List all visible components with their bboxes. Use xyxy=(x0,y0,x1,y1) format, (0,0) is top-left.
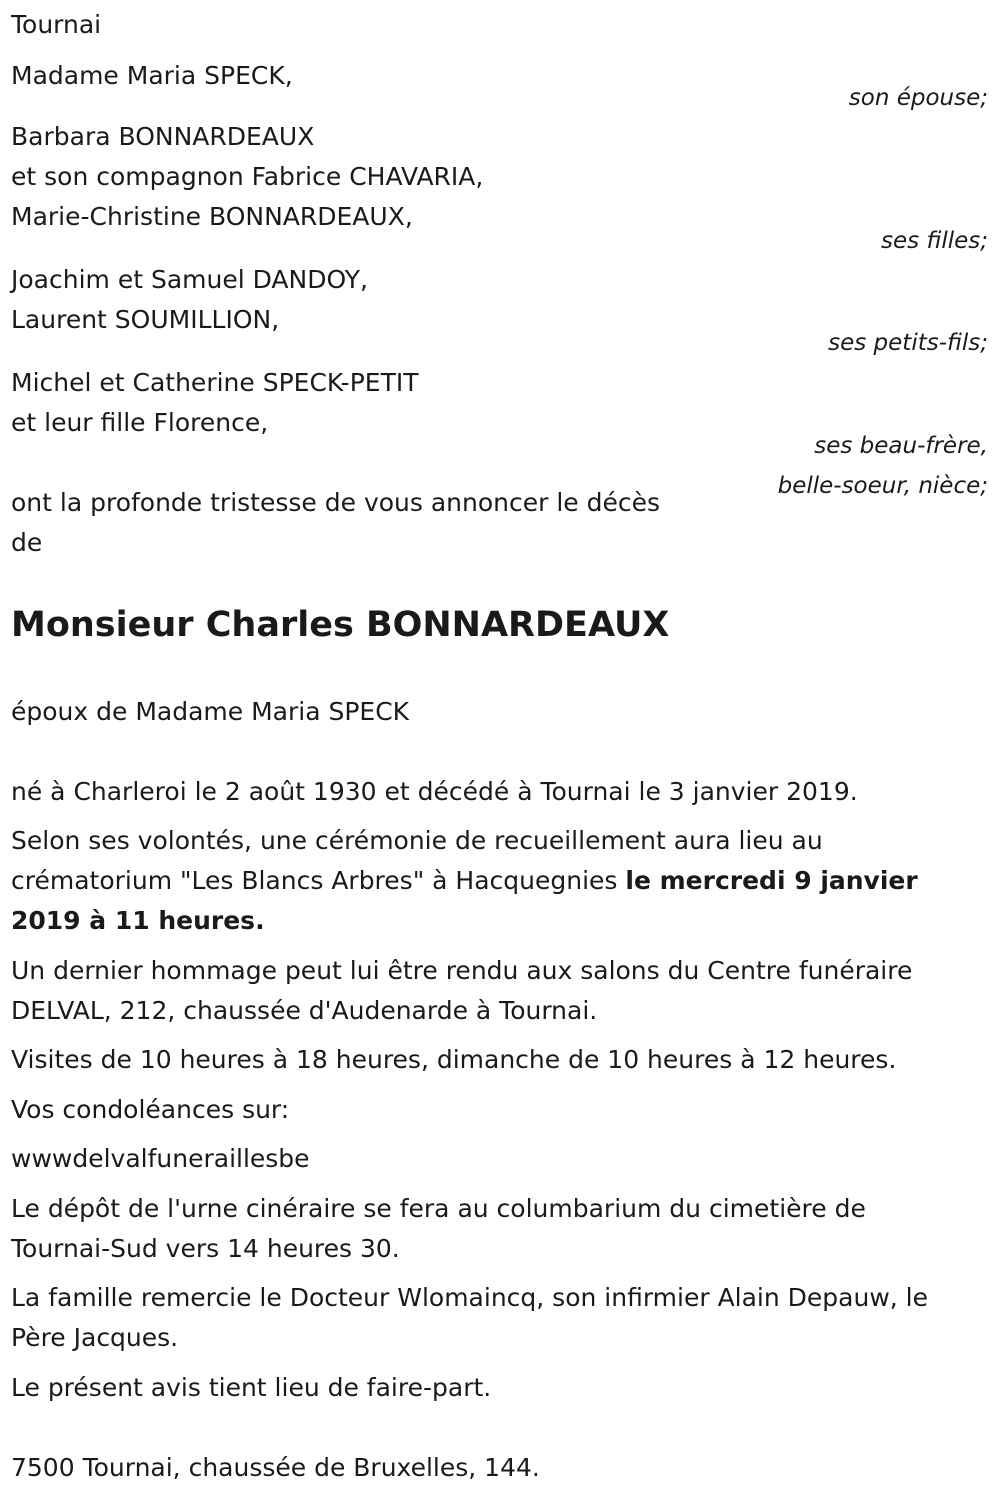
tribute-line: DELVAL, 212, chaussée d'Audenarde à Tournai. xyxy=(11,996,598,1025)
deceased-name: Monsieur Charles BONNARDEAUX xyxy=(11,605,670,645)
urn-line: Tournai-Sud vers 14 heures 30. xyxy=(11,1234,400,1263)
notice-line: Le présent avis tient lieu de faire-part. xyxy=(11,1373,492,1402)
relation-label: belle-soeur, nièce; xyxy=(777,473,988,499)
family-name-line: Madame Maria SPECK, xyxy=(11,61,293,90)
family-name-line: et leur fille Florence, xyxy=(11,408,269,437)
urn-line: Le dépôt de l'urne cinéraire se fera au columbarium du cimetière de xyxy=(11,1194,866,1223)
website-link[interactable]: wwwdelvalfuneraillesbe xyxy=(11,1144,310,1173)
birth-death-line: né à Charleroi le 2 août 1930 et décédé à Tournai le 3 janvier 2019. xyxy=(11,777,858,806)
family-name-line: Michel et Catherine SPECK-PETIT xyxy=(11,368,419,397)
relation-label: ses filles; xyxy=(881,228,988,254)
address-line: 7500 Tournai, chaussée de Bruxelles, 144. xyxy=(11,1453,540,1482)
tribute-line: Un dernier hommage peut lui être rendu aux salons du Centre funéraire xyxy=(11,956,913,985)
city-header: Tournai xyxy=(11,10,102,39)
announcement-line: ont la profonde tristesse de vous annoncer le décès xyxy=(11,488,661,517)
ceremony-location-text: crématorium "Les Blancs Arbres" à Hacquegnies xyxy=(11,866,626,895)
thanks-line: Père Jacques. xyxy=(11,1323,179,1352)
ceremony-date-text: le mercredi 9 janvier xyxy=(625,866,918,895)
relation-label: son épouse; xyxy=(848,85,988,111)
spouse-line: époux de Madame Maria SPECK xyxy=(11,697,410,726)
condolences-label: Vos condoléances sur: xyxy=(11,1095,290,1124)
thanks-line: La famille remercie le Docteur Wlomaincq, son infirmier Alain Depauw, le xyxy=(11,1283,929,1312)
announcement-line: de xyxy=(11,528,43,557)
relation-label: ses petits-fils; xyxy=(828,330,988,356)
relation-label: ses beau-frère, xyxy=(814,433,988,459)
ceremony-line: Selon ses volontés, une cérémonie de recueillement aura lieu au xyxy=(11,826,823,855)
family-name-line: Barbara BONNARDEAUX xyxy=(11,122,315,151)
ceremony-time-text: 2019 à 11 heures. xyxy=(11,906,265,935)
ceremony-line xyxy=(11,861,918,901)
visits-line: Visites de 10 heures à 18 heures, dimanche de 10 heures à 12 heures. xyxy=(11,1045,897,1074)
family-name-line: Joachim et Samuel DANDOY, xyxy=(11,265,369,294)
family-name-line: et son compagnon Fabrice CHAVARIA, xyxy=(11,162,484,191)
family-name-line: Laurent SOUMILLION, xyxy=(11,305,280,334)
family-name-line: Marie-Christine BONNARDEAUX, xyxy=(11,202,413,231)
